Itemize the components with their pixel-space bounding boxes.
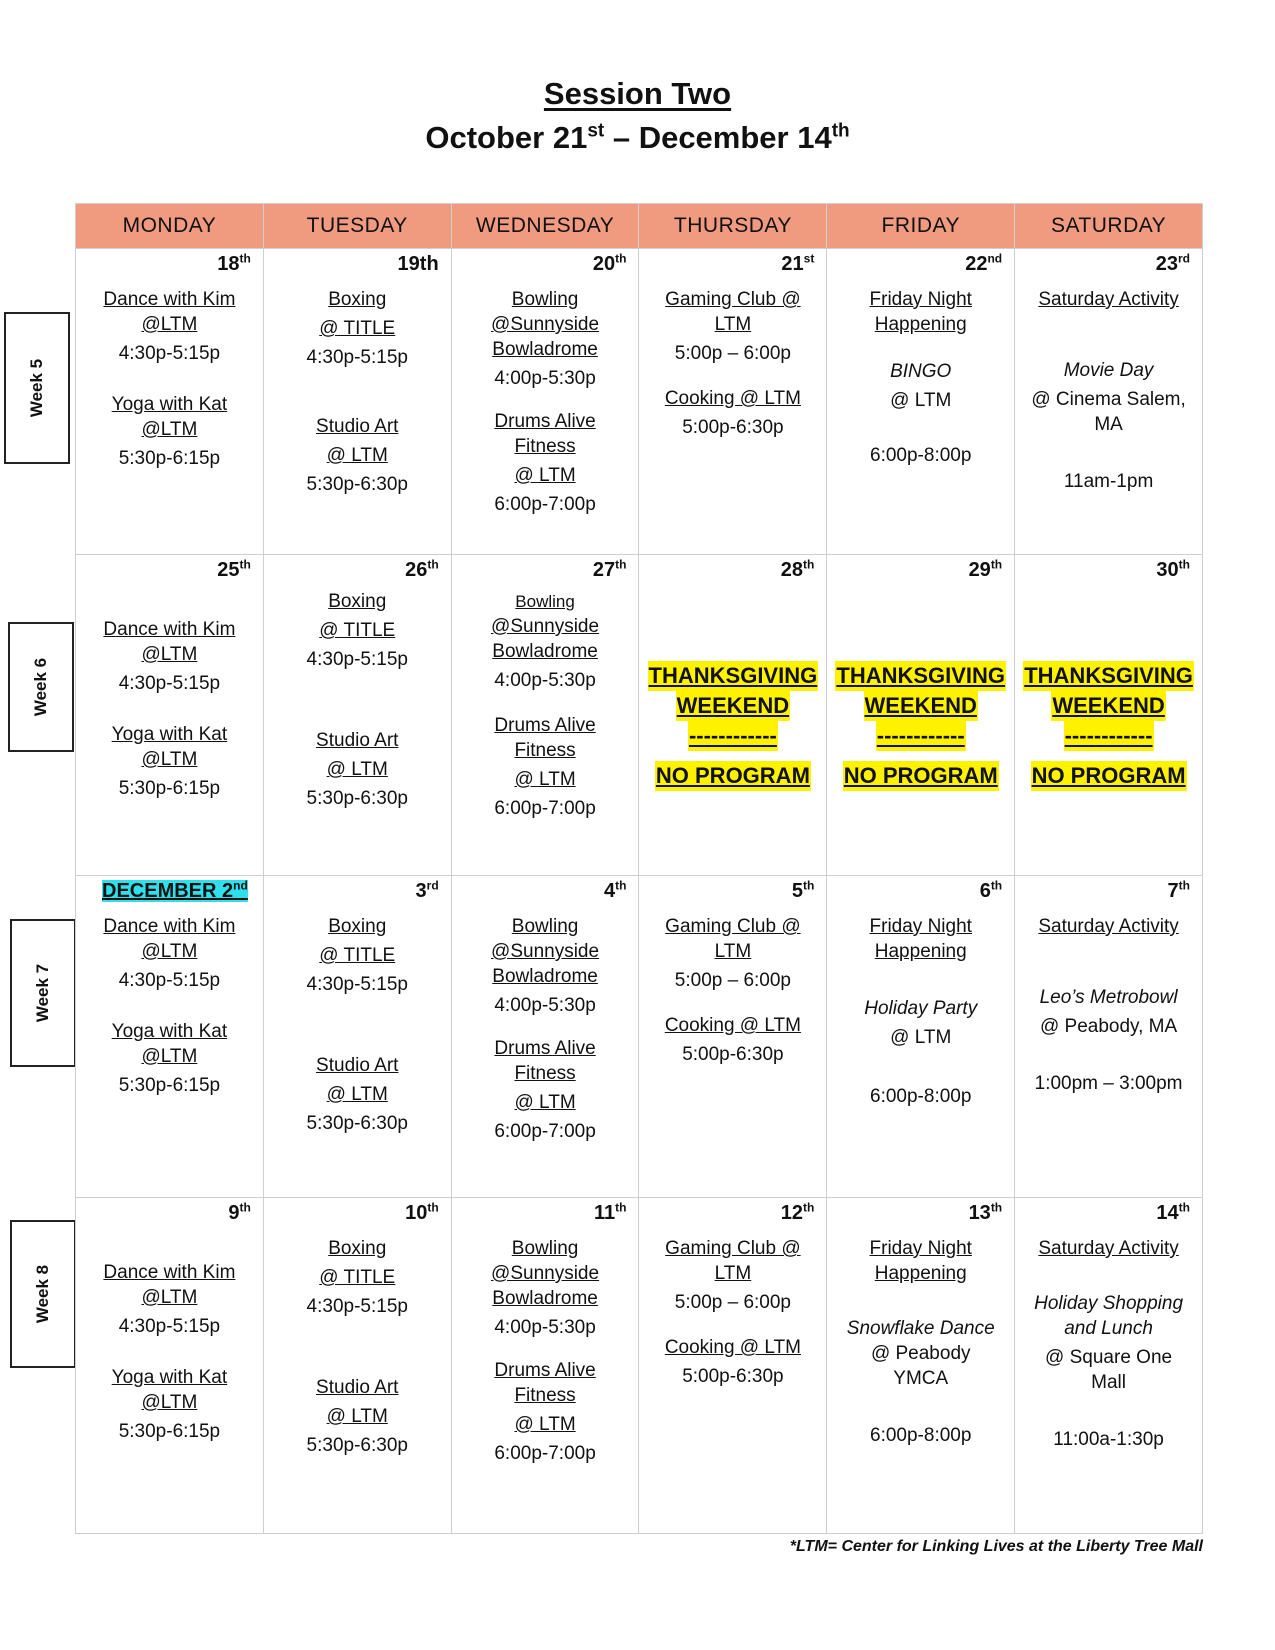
event: Bowling @Sunnyside Bowladrome 4:00p-5:30p bbox=[491, 916, 600, 1016]
event: Friday Night Happening Snowflake Dance @ Peabody YMCA 6:00p-8:00p bbox=[846, 1238, 995, 1446]
event: Studio Art @ LTM 5:30p-6:30p bbox=[306, 730, 408, 809]
event: Dance with Kim @LTM 4:30p-5:15p bbox=[103, 1262, 236, 1337]
day-cell bbox=[1015, 249, 1203, 555]
event: Gaming Club @ LTM 5:00p – 6:00p bbox=[665, 916, 801, 991]
week-row bbox=[76, 555, 1203, 876]
event: Boxing @ TITLE 4:30p-5:15p bbox=[306, 289, 408, 368]
day-cell bbox=[827, 555, 1015, 876]
event: Dance with Kim @LTM 4:30p-5:15p bbox=[103, 619, 236, 694]
day-cell bbox=[639, 249, 827, 555]
date-number: 25th bbox=[217, 557, 251, 581]
date-number: 7th bbox=[1167, 878, 1190, 902]
event: Studio Art @ LTM 5:30p-6:30p bbox=[306, 1055, 408, 1134]
date-number: 19th bbox=[397, 253, 439, 275]
event: Boxing @ TITLE 4:30p-5:15p bbox=[306, 591, 408, 670]
day-header: TUESDAY bbox=[263, 204, 451, 249]
day-cell bbox=[263, 555, 451, 876]
event: Yoga with Kat @LTM 5:30p-6:15p bbox=[111, 1367, 228, 1442]
event: Bowling @Sunnyside Bowladrome 4:00p-5:30p bbox=[491, 1238, 600, 1338]
week-row bbox=[76, 1198, 1203, 1534]
date-number: 6th bbox=[979, 878, 1003, 902]
date-number: 30th bbox=[1156, 557, 1190, 581]
date-number: 26th bbox=[405, 557, 439, 581]
day-cell bbox=[1015, 555, 1203, 876]
day-cell bbox=[827, 876, 1015, 1198]
event: Drums Alive Fitness @ LTM 6:00p-7:00p bbox=[494, 1038, 596, 1142]
day-header-row bbox=[76, 204, 1203, 249]
day-header: WEDNESDAY bbox=[451, 204, 639, 249]
week-row bbox=[76, 876, 1203, 1198]
date-number: 11th bbox=[594, 1200, 627, 1224]
day-cell bbox=[1015, 1198, 1203, 1534]
page-title: Session Two bbox=[543, 76, 732, 111]
event: Saturday Activity Leo’s Metrobowl @ Peabody, MA 1:00pm – 3:00pm bbox=[1034, 916, 1183, 1094]
week-row bbox=[76, 249, 1203, 555]
event: Bowling @Sunnyside Bowladrome 4:00p-5:30p bbox=[491, 289, 600, 389]
day-cell bbox=[1015, 876, 1203, 1198]
event: Yoga with Kat @LTM 5:30p-6:15p bbox=[111, 724, 228, 799]
week-label-8: Week 8 bbox=[10, 1220, 76, 1368]
date-number: 21st bbox=[781, 251, 815, 275]
event: Cooking @ LTM 5:00p-6:30p bbox=[664, 388, 801, 438]
day-cell bbox=[263, 249, 451, 555]
date-number: 3rd bbox=[415, 878, 439, 902]
event: Yoga with Kat @LTM 5:30p-6:15p bbox=[111, 1021, 228, 1096]
event: Saturday Activity Movie Day @ Cinema Salem, MA 11am-1pm bbox=[1031, 289, 1186, 492]
event: Drums Alive Fitness @ LTM 6:00p-7:00p bbox=[494, 715, 596, 819]
day-cell bbox=[451, 876, 639, 1198]
day-cell bbox=[263, 876, 451, 1198]
no-program-notice: THANKSGIVING WEEKEND ------------ NO PROGRAM bbox=[1015, 661, 1202, 791]
event: Friday Night Happening Holiday Party @ LTM 6:00p-8:00p bbox=[864, 916, 978, 1107]
date-number: 29th bbox=[968, 557, 1003, 581]
event: Cooking @ LTM 5:00p-6:30p bbox=[664, 1337, 801, 1387]
no-program-notice: THANKSGIVING WEEKEND ------------ NO PROGRAM bbox=[827, 661, 1014, 791]
event: Drums Alive Fitness @ LTM 6:00p-7:00p bbox=[494, 411, 596, 515]
footnote: *LTM= Center for Linking Lives at the Liberty Tree Mall bbox=[789, 1538, 1203, 1555]
calendar-table bbox=[75, 203, 1203, 1534]
day-cell bbox=[639, 876, 827, 1198]
day-header: FRIDAY bbox=[827, 204, 1015, 249]
day-cell bbox=[451, 1198, 639, 1534]
day-cell bbox=[76, 555, 264, 876]
day-cell bbox=[639, 555, 827, 876]
date-number: 5th bbox=[791, 878, 815, 902]
day-header: THURSDAY bbox=[639, 204, 827, 249]
date-number: 23rd bbox=[1155, 251, 1190, 275]
event: Bowling @Sunnyside Bowladrome 4:00p-5:30p bbox=[491, 592, 600, 691]
date-number: 9th bbox=[228, 1200, 251, 1224]
no-program-notice: THANKSGIVING WEEKEND ------------ NO PROGRAM bbox=[639, 661, 826, 791]
date-number: 13th bbox=[968, 1200, 1003, 1224]
event: Cooking @ LTM 5:00p-6:30p bbox=[664, 1015, 801, 1065]
week-label-5: Week 5 bbox=[4, 312, 70, 464]
day-header: SATURDAY bbox=[1015, 204, 1203, 249]
event: Dance with Kim @LTM 4:30p-5:15p bbox=[103, 289, 236, 364]
event: Studio Art @ LTM 5:30p-6:30p bbox=[306, 1377, 408, 1456]
event: Saturday Activity Holiday Shopping and Lunch @ Square One Mall 11:00a-1:30p bbox=[1034, 1238, 1184, 1450]
event: Friday Night Happening BINGO @ LTM 6:00p-8:00p bbox=[869, 289, 972, 466]
day-cell bbox=[263, 1198, 451, 1534]
event: Yoga with Kat @LTM 5:30p-6:15p bbox=[111, 394, 228, 469]
date-number: 22nd bbox=[965, 251, 1003, 275]
date-number: 12th bbox=[780, 1200, 815, 1224]
date-range: October 21st – December 14th bbox=[425, 120, 850, 155]
day-cell bbox=[827, 1198, 1015, 1534]
day-cell bbox=[451, 555, 639, 876]
date-number: 20th bbox=[592, 251, 627, 275]
date-number: 27th bbox=[592, 557, 627, 581]
date-number: 14th bbox=[1156, 1200, 1190, 1224]
day-cell bbox=[451, 249, 639, 555]
week-label-7: Week 7 bbox=[10, 919, 76, 1067]
day-cell bbox=[76, 876, 264, 1198]
event: Drums Alive Fitness @ LTM 6:00p-7:00p bbox=[494, 1360, 596, 1464]
day-cell bbox=[76, 1198, 264, 1534]
event: Gaming Club @ LTM 5:00p – 6:00p bbox=[665, 289, 801, 364]
date-number: 18th bbox=[217, 251, 251, 275]
event: Studio Art @ LTM 5:30p-6:30p bbox=[306, 416, 408, 495]
week-label-6: Week 6 bbox=[8, 622, 74, 752]
event: Boxing @ TITLE 4:30p-5:15p bbox=[306, 1238, 408, 1317]
day-header: MONDAY bbox=[76, 204, 264, 249]
day-cell bbox=[639, 1198, 827, 1534]
date-number: 4th bbox=[604, 878, 627, 902]
event: Gaming Club @ LTM 5:00p – 6:00p bbox=[665, 1238, 801, 1313]
day-cell bbox=[76, 249, 264, 555]
event: Boxing @ TITLE 4:30p-5:15p bbox=[306, 916, 408, 995]
date-number: 10th bbox=[405, 1200, 439, 1224]
date-number: 28th bbox=[780, 557, 815, 581]
event: Dance with Kim @LTM 4:30p-5:15p bbox=[103, 916, 236, 991]
date-number: DECEMBER 2nd bbox=[102, 878, 248, 902]
day-cell bbox=[827, 249, 1015, 555]
